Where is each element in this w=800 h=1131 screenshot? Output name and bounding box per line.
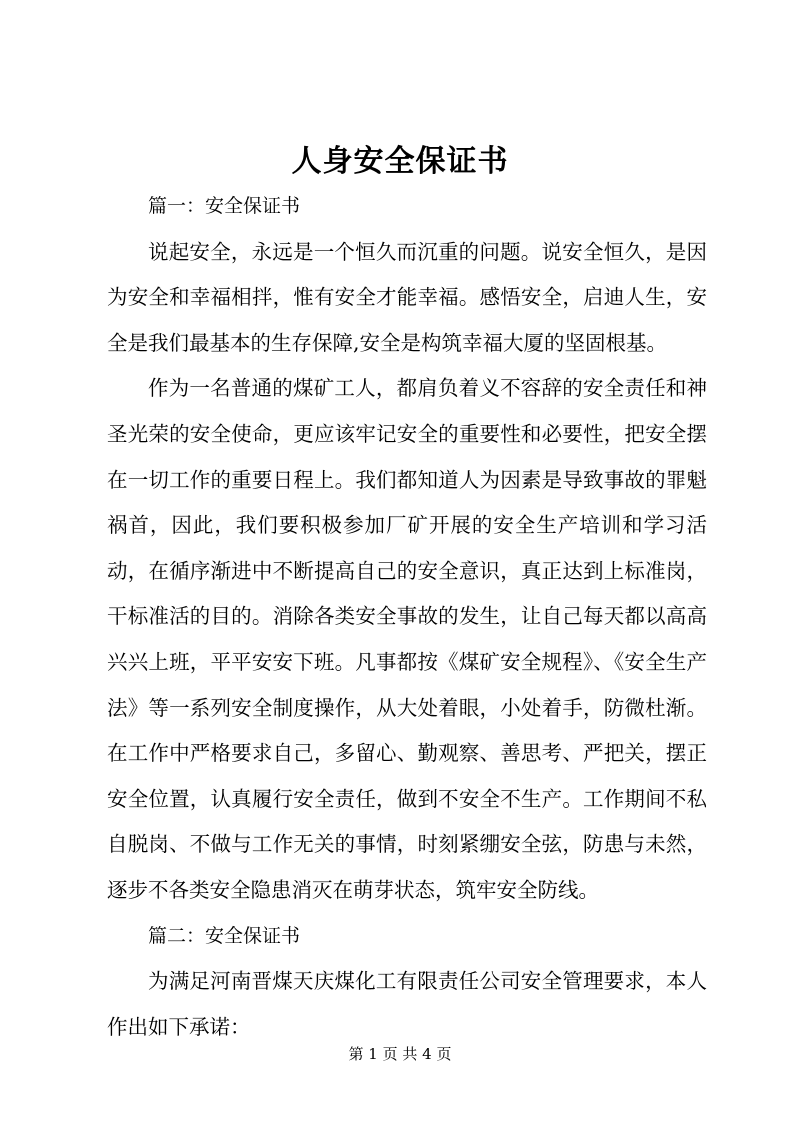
paragraph: 说起安全，永远是一个恒久而沉重的问题。说安全恒久，是因为安全和幸福相拌，惟有安全才能幸福。感悟安全，启迪人生，安全是我们最基本的生存保障,安全是构筑幸福大厦的坚固根基。 — [107, 239, 707, 355]
section-heading: 篇一：安全保证书 — [148, 195, 301, 217]
document-body — [107, 184, 707, 1050]
page-number-footer: 第 1 页 共 4 页 — [348, 1045, 452, 1063]
section-heading: 篇二：安全保证书 — [148, 924, 301, 947]
paragraph: 作为一名普通的煤矿工人，都肩负着义不容辞的安全责任和神圣光荣的安全使命，更应该牢记安全的重要性和必要性，把安全摆在一切工作的重要日程上。我们都知道人为因素是导致事故的罪魁祸首，因此，我们要积极参加厂矿开展的安全生产培训和学习活动，在循序渐进中不断提高自己的安全意识，真正达到上标准岗，干标准活的目的。消除各类安全事故的发生，让自己每天都以高高兴兴上班，平平安安下班。凡事都按《煤矿安全规程》、《安全生产法》等一系列安全制度操作，从大处着眼，小处着手，防微杜渐。在工作中严格要求自己，多留心、勤观察、善思考、严把关，摆正安全位置，认真履行安全责任，做到不安全不生产。工作期间不私自脱岗、不做与工作无关的事情，时刻紧绷安全弦，防患与未然，逐步不各类安全隐患消灭在萌芽状态，筑牢安全防线。 — [107, 376, 707, 902]
paragraph: 为满足河南晋煤天庆煤化工有限责任公司安全管理要求，本人作出如下承诺： — [107, 969, 707, 1039]
document-title: 人身安全保证书 — [291, 144, 509, 179]
